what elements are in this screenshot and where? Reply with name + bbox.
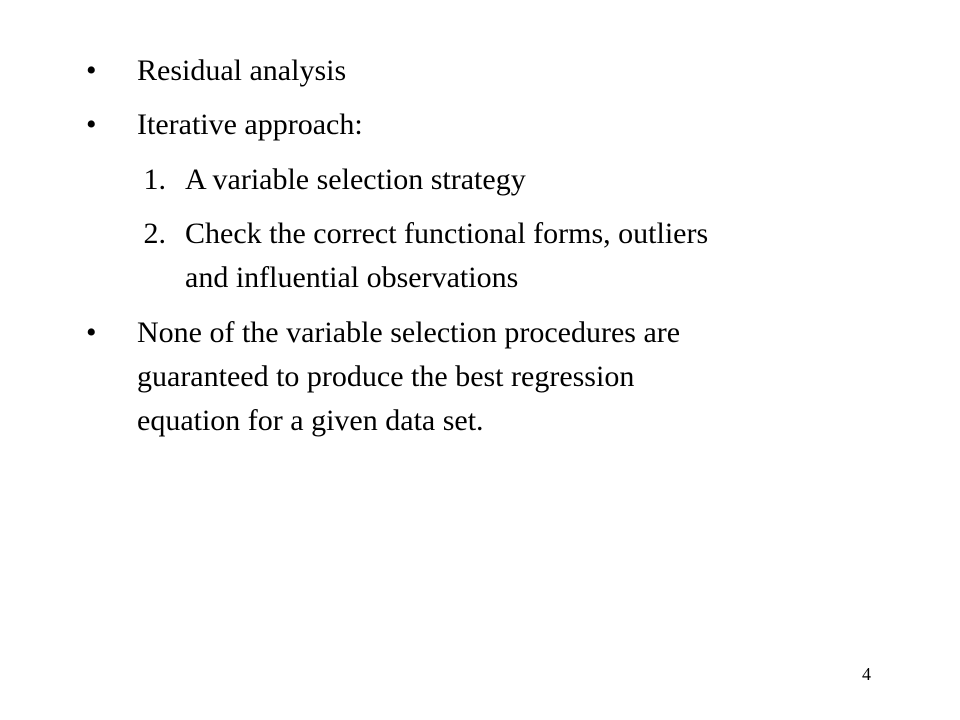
numbered-item-functional-forms-line-1: Check the correct functional forms, outliers — [185, 217, 709, 250]
bullet-text-none-guaranteed-line-1: None of the variable selection procedures are — [137, 316, 681, 349]
page-number: 4 — [862, 664, 871, 684]
bullet-text-iterative-approach: Iterative approach: — [137, 108, 363, 141]
bullet-text-none-guaranteed-line-3: equation for a given data set. — [137, 404, 484, 437]
list-number-2: 2. — [143, 217, 166, 250]
bullet-text-none-guaranteed-line-2: guaranteed to produce the best regression — [137, 360, 635, 393]
bullet-marker: • — [86, 108, 97, 141]
bullet-marker: • — [86, 316, 97, 349]
bullet-marker: • — [86, 54, 97, 87]
list-number-1: 1. — [143, 163, 166, 196]
numbered-item-functional-forms-line-2: and influential observations — [185, 261, 519, 294]
bullet-text-residual-analysis: Residual analysis — [137, 54, 347, 87]
numbered-item-variable-selection: A variable selection strategy — [185, 163, 526, 196]
